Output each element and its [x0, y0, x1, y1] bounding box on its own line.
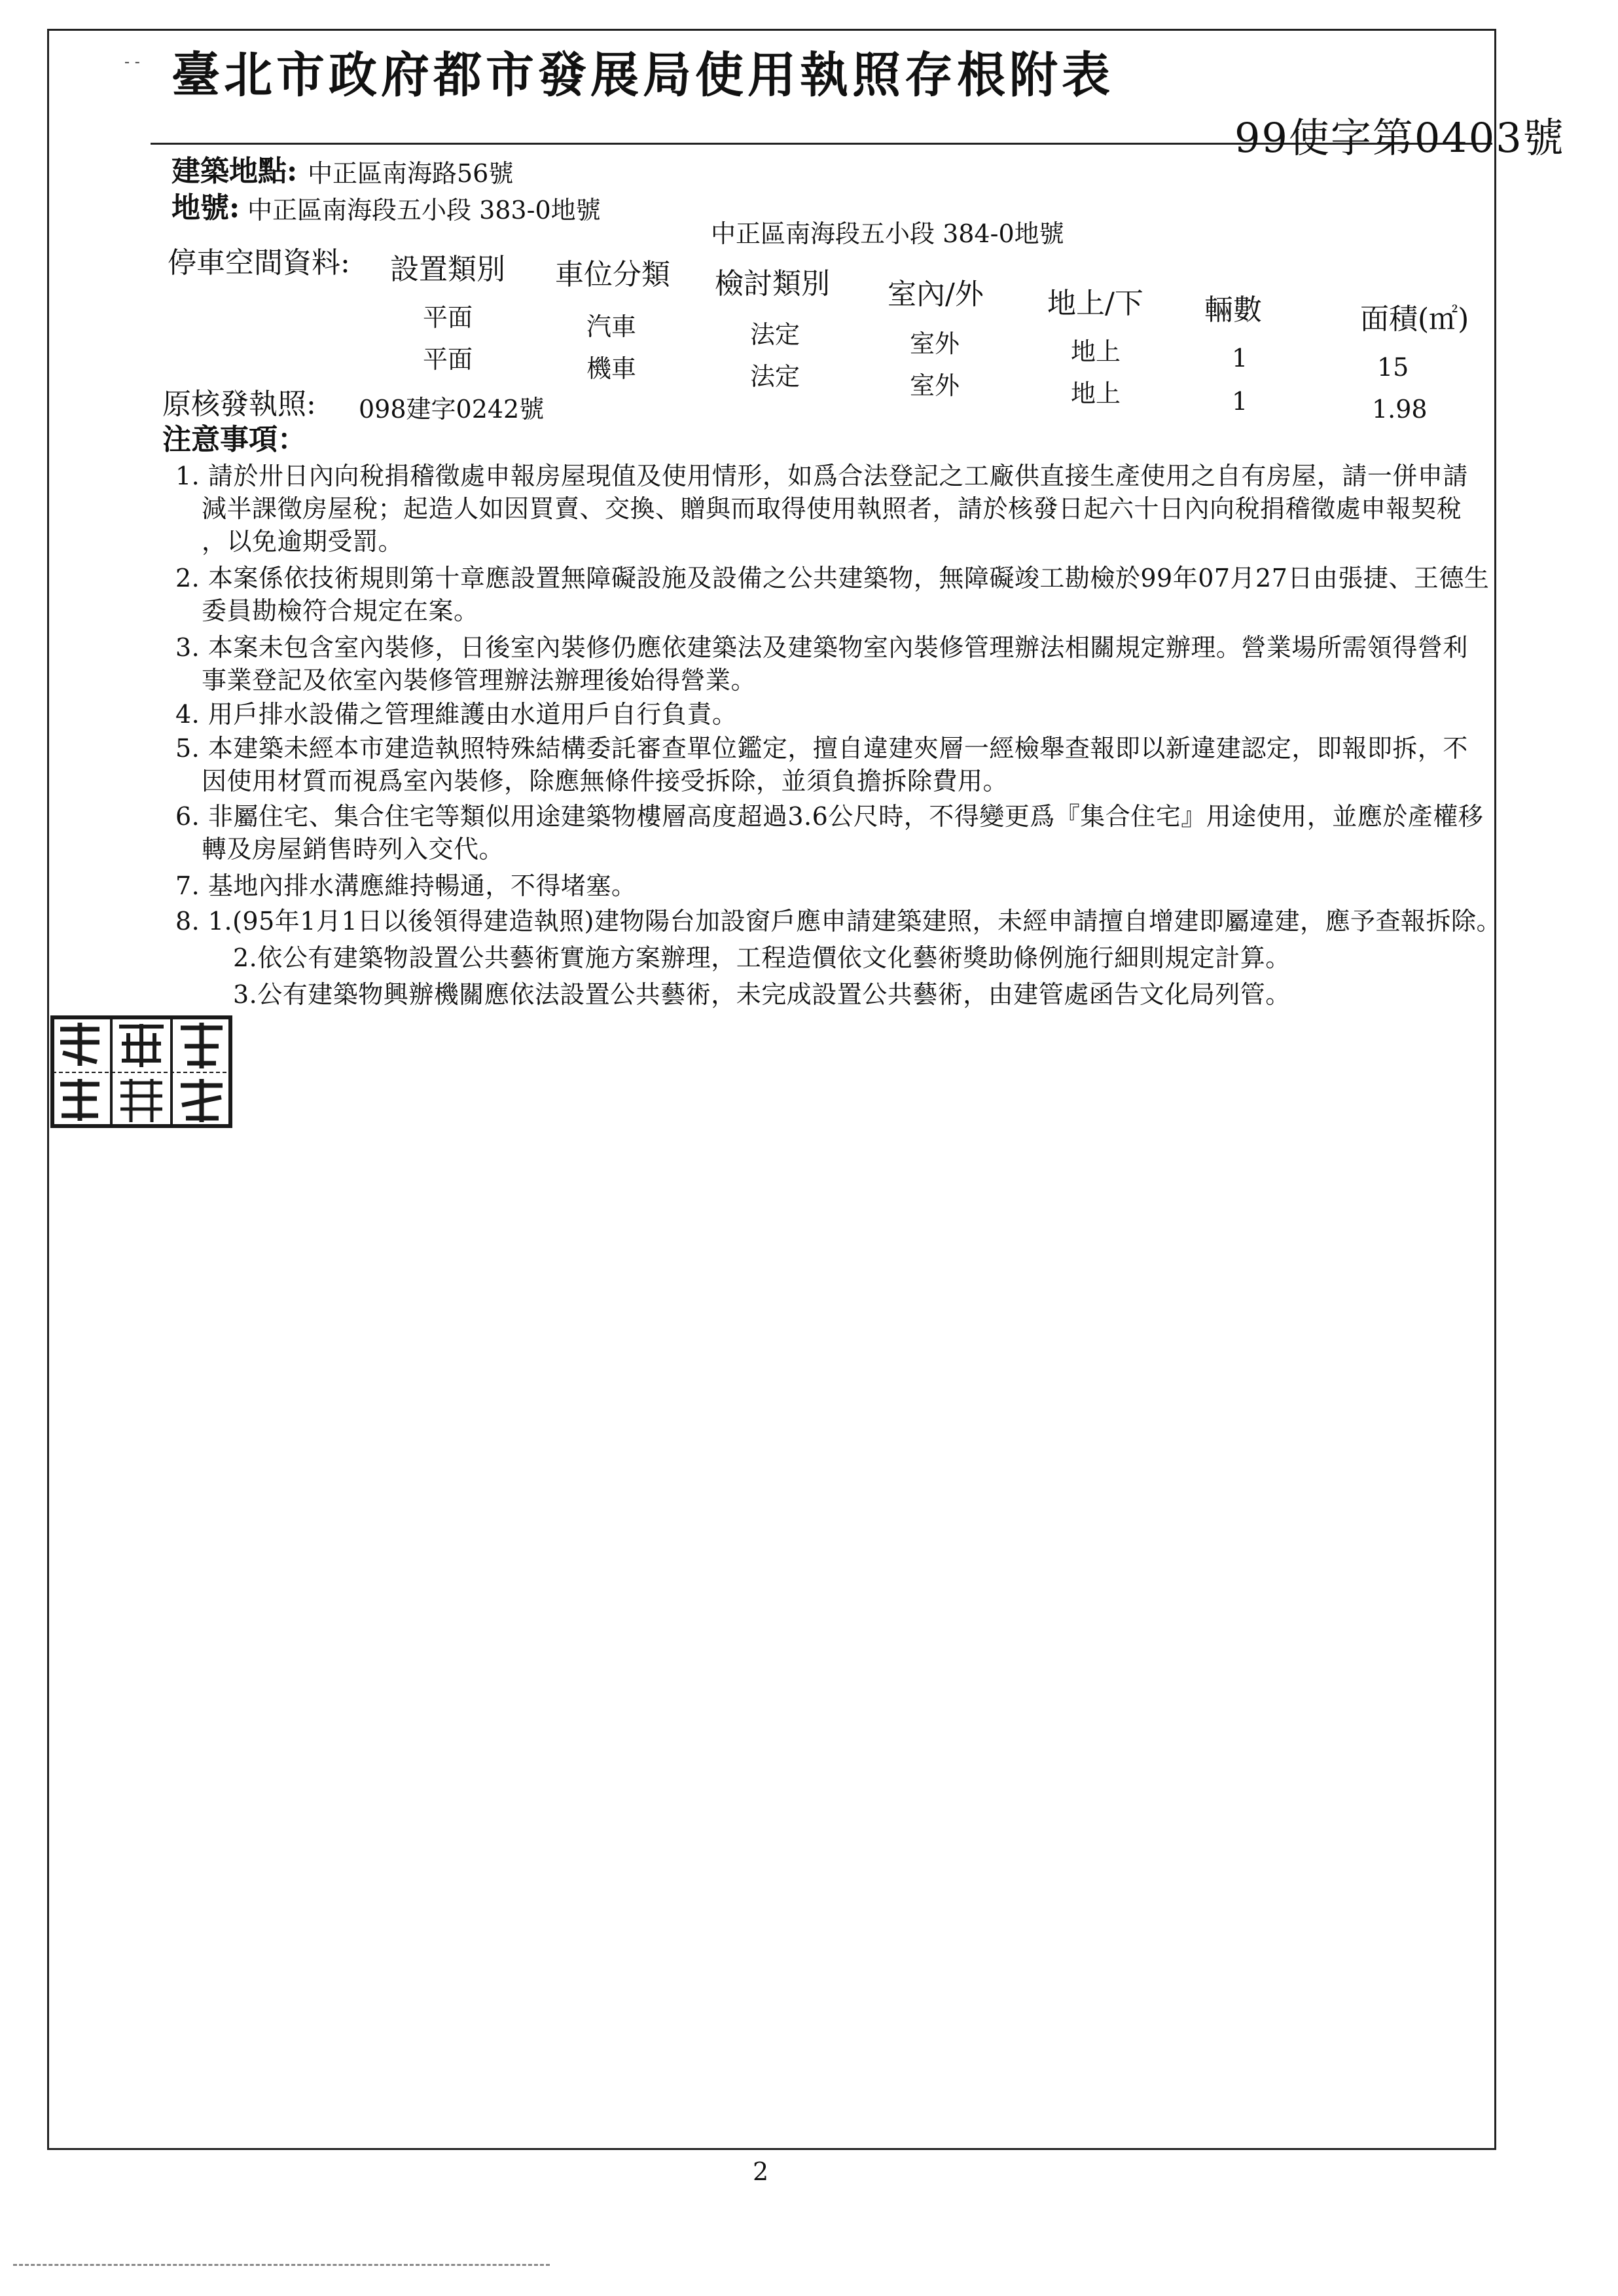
page-number: 2: [753, 2157, 769, 2186]
official-seal-stamp: [47, 1013, 237, 1131]
note-line: 5. 本建築未經本市建造執照特殊結構委託審查單位鑑定，擅自違建夾層一經檢舉查報即以新違建認定，即報即拆，不: [175, 734, 1468, 763]
corner-scan-mark: - -: [124, 52, 140, 71]
table-cell: 平面: [423, 345, 473, 374]
table-cell: 地上: [1071, 379, 1121, 408]
note-line: 事業登記及依室內裝修管理辦法辦理後始得營業。: [202, 666, 757, 695]
note-line: 7. 基地內排水溝應維持暢通，不得堵塞。: [175, 871, 637, 900]
col-header-area: 面積(㎡): [1360, 302, 1469, 336]
table-cell: 汽車: [586, 312, 637, 341]
notes-heading: 注意事項：: [162, 423, 306, 456]
page-title: 臺北市政府都市發展局使用執照存根附表: [171, 47, 1114, 103]
col-header-count: 輛數: [1204, 293, 1262, 327]
table-cell: 法定: [750, 320, 800, 349]
col-header-space-type: 車位分類: [555, 258, 670, 291]
note-line: 1. 請於卅日內向稅捐稽徵處申報房屋現值及使用情形，如爲合法登記之工廠供直接生產使用之自有房屋，請一併申請: [175, 462, 1468, 490]
note-line: 因使用材質而視爲室內裝修，除應無條件接受拆除，並須負擔拆除費用。: [202, 767, 1009, 795]
table-cell: 法定: [750, 362, 800, 391]
note-line: 減半課徵房屋稅；起造人如因買賣、交換、贈與而取得使用執照者，請於核發日起六十日內向稅捐稽徵處申報契稅: [202, 494, 1462, 523]
note-line: ，以免逾期受罰。: [202, 527, 404, 556]
lot-label: 地號:: [171, 191, 240, 225]
scan-edge-line: [13, 2264, 550, 2266]
note-line: 3. 本案未包含室內裝修，日後室內裝修仍應依建築法及建築物室內裝修管理辦法相關規定辦理。營業場所需領得營利: [175, 633, 1468, 662]
note-line: 3.公有建築物興辦機關應依法設置公共藝術，未完成設置公共藝術，由建管處函告文化局列管。: [233, 980, 1291, 1009]
table-cell: 機車: [586, 354, 637, 383]
lot-value-2: 中正區南海段五小段 384-0地號: [711, 219, 1064, 248]
lot-value-1: 中正區南海段五小段 383-0地號: [247, 196, 601, 225]
original-permit-value: 098建字0242號: [359, 395, 545, 424]
table-cell: 室外: [910, 371, 960, 400]
table-cell: 室外: [910, 329, 960, 358]
table-cell: 地上: [1071, 337, 1121, 366]
col-header-review-type: 檢討類別: [715, 267, 830, 301]
address-value: 中正區南海路56號: [308, 159, 514, 188]
col-header-above-below: 地上/下: [1047, 287, 1143, 320]
note-line: 轉及房屋銷售時列入交代。: [202, 835, 505, 864]
note-line: 8. 1.(95年1月1日以後領得建造執照)建物陽台加設窗戶應申請建築建照，未經申請擅自增建即屬違建，應予查報拆除。: [175, 907, 1501, 936]
col-header-setting: 設置類別: [390, 253, 505, 286]
permit-number: 99使字第0403號: [1234, 114, 1565, 162]
note-line: 4. 用戶排水設備之管理維護由水道用戶自行負責。: [175, 700, 738, 729]
col-header-indoor-outdoor: 室內/外: [888, 278, 984, 311]
table-cell: 1: [1232, 387, 1248, 416]
table-cell: 1.98: [1372, 395, 1428, 424]
note-line: 2.依公有建築物設置公共藝術實施方案辦理，工程造價依文化藝術獎助條例施行細則規定計算。: [233, 943, 1291, 972]
original-permit-label: 原核發執照:: [162, 388, 316, 421]
table-cell: 15: [1377, 353, 1409, 382]
address-label: 建築地點:: [171, 155, 298, 188]
parking-label: 停車空間資料:: [168, 246, 350, 280]
note-line: 6. 非屬住宅、集合住宅等類似用途建築物樓層高度超過3.6公尺時，不得變更爲『集合住宅』用途使用，並應於產權移: [175, 802, 1484, 831]
note-line: 委員勘檢符合規定在案。: [202, 596, 479, 625]
table-cell: 1: [1232, 344, 1248, 373]
table-cell: 平面: [423, 303, 473, 332]
note-line: 2. 本案係依技術規則第十章應設置無障礙設施及設備之公共建築物，無障礙竣工勘檢於99年07月27日由張捷、王德生: [175, 564, 1490, 592]
